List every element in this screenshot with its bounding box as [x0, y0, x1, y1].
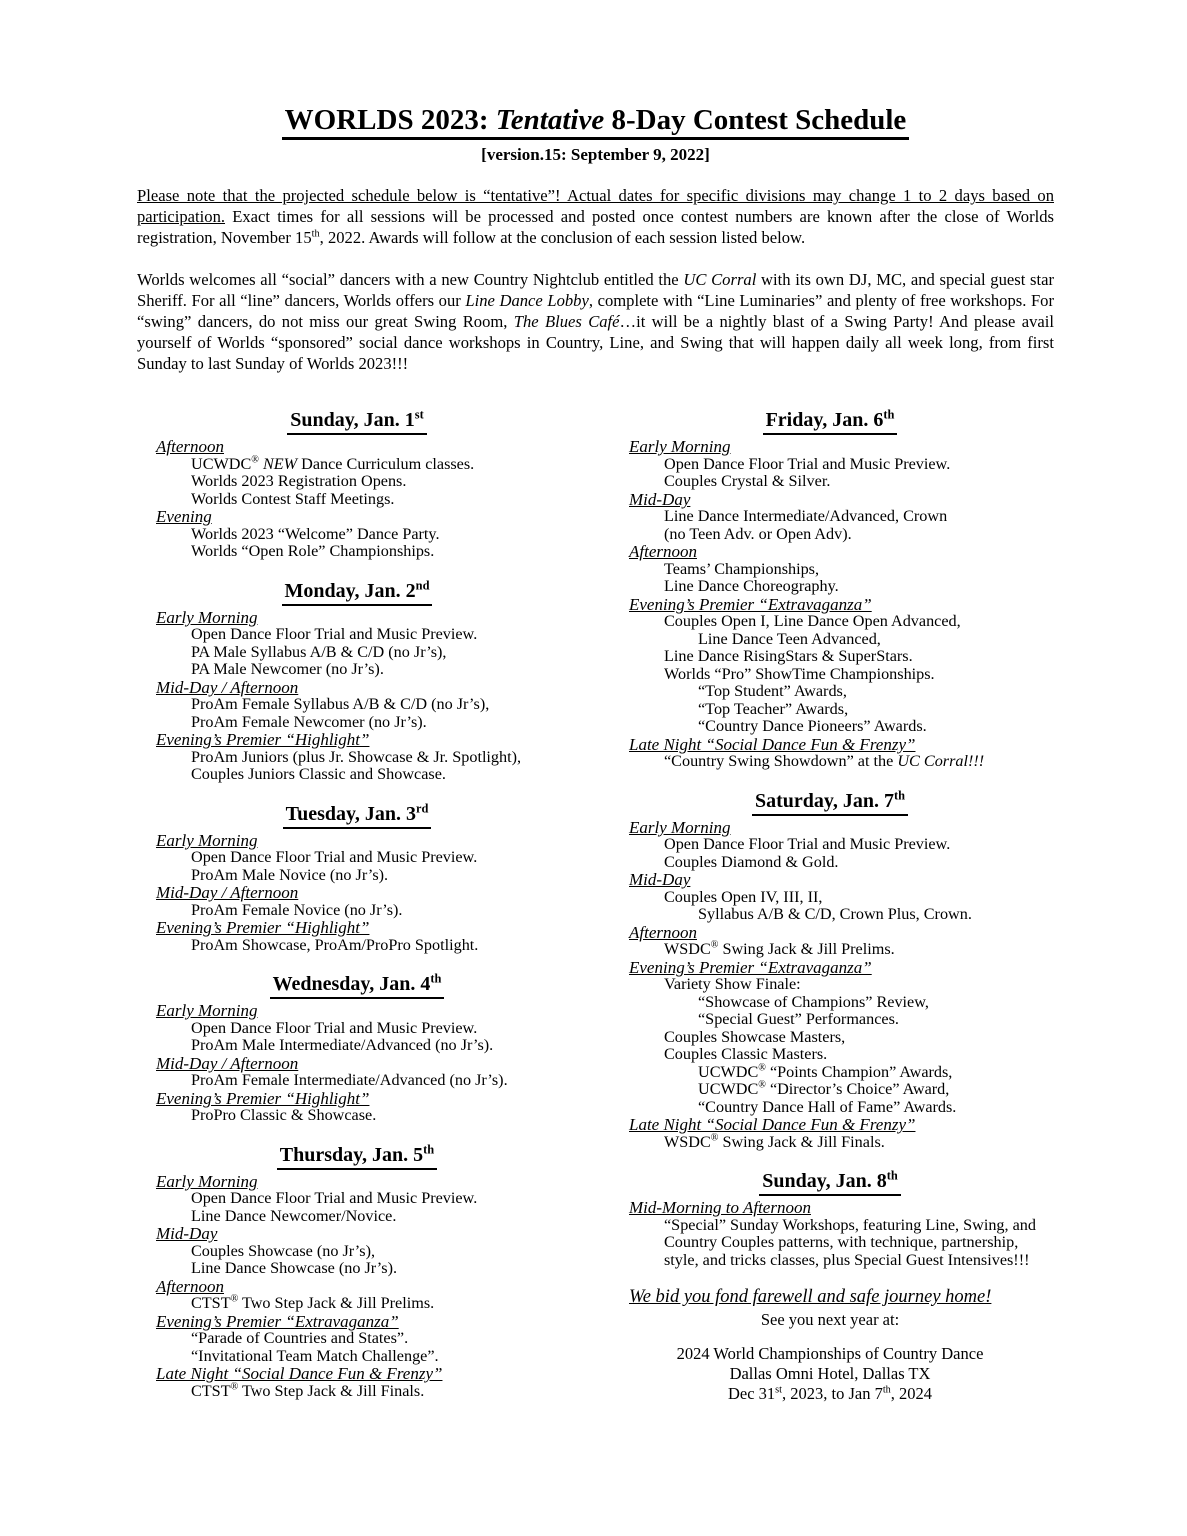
day-heading-text: Friday, Jan. 6th — [763, 408, 898, 435]
time-heading — [156, 832, 577, 850]
day-section — [137, 579, 577, 784]
schedule-item: Worlds “Open Role” Championships. — [191, 542, 435, 561]
time-heading-text: Evening — [156, 507, 212, 527]
day-section — [137, 802, 577, 955]
time-heading — [156, 1055, 577, 1073]
day-heading-text: Monday, Jan. 2nd — [282, 579, 433, 606]
time-heading-text: Early Morning — [629, 817, 731, 837]
intro-paragraph-1: Please note that the projected schedule below is “tentative”! Actual dates for specific divisions may change 1 to 2 days based on participation. Exact times for all sessions will be processed and posted once contest numbers are known after the close of Worlds registration, November 15th, 2022. Awards will follow at the conclusion of each session listed below. — [137, 186, 1054, 248]
schedule-column-left — [137, 408, 577, 1418]
schedule-item: CTST® Two Step Jack & Jill Prelims. — [191, 1294, 435, 1313]
day-heading — [137, 579, 577, 606]
intro-paragraph-2: Worlds welcomes all “social” dancers with a new Country Nightclub entitled the UC Corral with its own DJ, MC, and special guest star Sheriff. For all “line” dancers, Worlds offers our Line Dance Lobby, complete with “Line Luminaries” and plenty of free workshops. For “swing” dancers, do not miss our great Swing Room, The Blues Café…it will be a nightly blast of a Swing Party! And please avail yourself of Worlds “sponsored” social dance workshops in Country, Line, and Swing that will happen daily all week long, from first Sunday to last Sunday of Worlds 2023!!! — [137, 270, 1055, 374]
time-heading-text: Evening’s Premier “Highlight” — [156, 1088, 370, 1108]
day-section — [137, 1143, 577, 1401]
time-heading — [629, 543, 1050, 561]
time-heading — [629, 1199, 1050, 1217]
schedule-item: “Top Student” Awards, — [698, 682, 847, 701]
time-heading-text: Evening’s Premier “Extravaganza” — [156, 1311, 399, 1331]
schedule-item: “Country Dance Pioneers” Awards. — [698, 717, 927, 736]
time-heading — [629, 1116, 1050, 1134]
time-heading — [629, 871, 1050, 889]
farewell-line — [629, 1287, 1050, 1308]
schedule-item: Line Dance Choreography. — [664, 577, 839, 596]
schedule-item: Open Dance Floor Trial and Music Preview. — [191, 848, 478, 867]
day-section — [137, 972, 577, 1125]
day-heading-text: Wednesday, Jan. 4th — [270, 972, 445, 999]
schedule-item: Worlds “Pro” ShowTime Championships. — [664, 664, 935, 683]
schedule-item: ProAm Male Novice (no Jr’s). — [191, 865, 389, 884]
time-heading-text: Mid-Day / Afternoon — [156, 1053, 299, 1073]
schedule-item: Worlds 2023 Registration Opens. — [191, 472, 407, 491]
time-heading — [156, 438, 577, 456]
schedule-item: style, and tricks classes, plus Special Guest Intensives!!! — [664, 1250, 1030, 1269]
time-heading-text: Early Morning — [156, 1001, 258, 1021]
schedule-item: Open Dance Floor Trial and Music Preview. — [191, 625, 478, 644]
day-section — [610, 1169, 1050, 1269]
day-heading — [137, 972, 577, 999]
schedule-item: “Showcase of Champions” Review, — [698, 992, 929, 1011]
time-heading-text: Mid-Day / Afternoon — [156, 677, 299, 697]
schedule-item: PA Male Syllabus A/B & C/D (no Jr’s), — [191, 642, 447, 661]
footer-venue: Dallas Omni Hotel, Dallas TX — [729, 1364, 931, 1384]
time-heading — [156, 731, 577, 749]
day-heading — [610, 789, 1050, 816]
time-heading — [156, 1365, 577, 1383]
time-heading-text: Mid-Day — [629, 870, 691, 890]
intro-section — [137, 185, 1054, 374]
schedule-item: ProAm Female Newcomer (no Jr’s). — [191, 712, 427, 731]
schedule-item: Line Dance Newcomer/Novice. — [191, 1206, 397, 1225]
schedule-item: PA Male Newcomer (no Jr’s). — [191, 660, 384, 679]
day-heading — [137, 802, 577, 829]
schedule-item: Couples Open IV, III, II, — [664, 887, 823, 906]
see-you-line: See you next year at: — [760, 1310, 900, 1330]
page-title-text: WORLDS 2023: Tentative 8-Day Contest Schedule — [282, 104, 910, 140]
time-heading — [629, 596, 1050, 614]
schedule-item: Couples Juniors Classic and Showcase. — [191, 765, 446, 784]
time-heading — [629, 959, 1050, 977]
schedule-item: ProAm Male Intermediate/Advanced (no Jr’s). — [191, 1036, 494, 1055]
time-heading — [629, 491, 1050, 509]
time-heading — [156, 1313, 577, 1331]
time-heading-text: Late Night “Social Dance Fun & Frenzy” — [629, 1115, 916, 1135]
schedule-columns — [137, 408, 1054, 1418]
time-heading — [629, 438, 1050, 456]
schedule-item: “Country Swing Showdown” at the UC Corral!!! — [664, 752, 985, 771]
time-heading-text: Late Night “Social Dance Fun & Frenzy” — [156, 1364, 443, 1384]
schedule-item: ProAm Female Syllabus A/B & C/D (no Jr’s), — [191, 695, 490, 714]
time-heading — [156, 884, 577, 902]
schedule-item: Couples Open I, Line Dance Open Advanced, — [664, 612, 961, 631]
schedule-item: Couples Showcase (no Jr’s), — [191, 1241, 376, 1260]
time-heading-text: Early Morning — [156, 607, 258, 627]
schedule-item: WSDC® Swing Jack & Jill Finals. — [664, 1132, 885, 1151]
time-heading-text: Mid-Day / Afternoon — [156, 883, 299, 903]
schedule-item: UCWDC® “Director’s Choice” Award, — [698, 1080, 950, 1099]
time-heading-text: Afternoon — [156, 437, 224, 457]
schedule-item: Line Dance Intermediate/Advanced, Crown — [664, 507, 948, 526]
time-heading-text: Early Morning — [156, 1171, 258, 1191]
time-heading — [629, 736, 1050, 754]
schedule-item: WSDC® Swing Jack & Jill Prelims. — [664, 940, 895, 959]
schedule-item: Syllabus A/B & C/D, Crown Plus, Crown. — [698, 905, 972, 924]
time-heading — [629, 819, 1050, 837]
time-heading-text: Mid-Day — [156, 1224, 218, 1244]
schedule-item: Teams’ Championships, — [664, 559, 820, 578]
schedule-item: ProAm Juniors (plus Jr. Showcase & Jr. Spotlight), — [191, 747, 522, 766]
time-heading-text: Afternoon — [629, 922, 697, 942]
time-heading-text: Mid-Day — [629, 489, 691, 509]
day-section — [610, 789, 1050, 1152]
schedule-item: “Parade of Countries and States”. — [191, 1329, 409, 1348]
schedule-item: Open Dance Floor Trial and Music Preview. — [664, 835, 951, 854]
farewell-text: We bid you fond farewell and safe journey home! — [629, 1287, 992, 1308]
schedule-item: “Special Guest” Performances. — [698, 1010, 899, 1029]
time-heading-text: Evening’s Premier “Highlight” — [156, 730, 370, 750]
time-heading-text: Mid-Morning to Afternoon — [629, 1198, 811, 1218]
footer-dates: Dec 31st, 2023, to Jan 7th, 2024 — [727, 1384, 933, 1404]
day-heading-text: Tuesday, Jan. 3rd — [283, 802, 432, 829]
schedule-item: Line Dance Teen Advanced, — [698, 629, 881, 648]
schedule-item: Line Dance Showcase (no Jr’s). — [191, 1259, 398, 1278]
schedule-item: Variety Show Finale: — [664, 975, 801, 994]
schedule-item: Open Dance Floor Trial and Music Preview. — [664, 454, 951, 473]
schedule-item: Couples Diamond & Gold. — [664, 852, 839, 871]
day-heading — [137, 408, 577, 435]
schedule-item: Couples Classic Masters. — [664, 1045, 828, 1064]
schedule-item: “Special” Sunday Workshops, featuring Line, Swing, and — [664, 1215, 1036, 1234]
time-heading-text: Early Morning — [629, 437, 731, 457]
time-heading — [156, 919, 577, 937]
time-heading-text: Late Night “Social Dance Fun & Frenzy” — [629, 734, 916, 754]
day-heading — [610, 1169, 1050, 1196]
schedule-item: Worlds 2023 “Welcome” Dance Party. — [191, 524, 440, 543]
schedule-column-right-days — [610, 408, 1050, 1269]
schedule-item: UCWDC® “Points Champion” Awards, — [698, 1062, 953, 1081]
schedule-item: Country Couples patterns, with technique, partnership, — [664, 1233, 1019, 1252]
day-heading-text: Sunday, Jan. 8th — [759, 1169, 901, 1196]
time-heading — [156, 1173, 577, 1191]
schedule-item: “Top Teacher” Awards, — [698, 699, 849, 718]
time-heading-text: Early Morning — [156, 830, 258, 850]
day-heading — [610, 408, 1050, 435]
day-heading-text: Saturday, Jan. 7th — [752, 789, 908, 816]
version-line: [version.15: September 9, 2022] — [481, 145, 710, 165]
schedule-item: Open Dance Floor Trial and Music Preview. — [191, 1018, 478, 1037]
time-heading-text: Evening’s Premier “Highlight” — [156, 918, 370, 938]
schedule-item: Couples Showcase Masters, — [664, 1027, 846, 1046]
time-heading — [629, 924, 1050, 942]
time-heading — [156, 679, 577, 697]
day-heading — [137, 1143, 577, 1170]
day-heading-text: Sunday, Jan. 1st — [287, 408, 426, 435]
schedule-item: UCWDC® NEW Dance Curriculum classes. — [191, 454, 475, 473]
time-heading-text: Evening’s Premier “Extravaganza” — [629, 957, 872, 977]
time-heading-text: Afternoon — [629, 542, 697, 562]
schedule-item: Line Dance RisingStars & SuperStars. — [664, 647, 913, 666]
schedule-item: ProAm Showcase, ProAm/ProPro Spotlight. — [191, 935, 479, 954]
day-heading-text: Thursday, Jan. 5th — [277, 1143, 437, 1170]
time-heading — [156, 1090, 577, 1108]
schedule-item: Couples Crystal & Silver. — [664, 472, 831, 491]
schedule-item: (no Teen Adv. or Open Adv). — [664, 524, 852, 543]
day-section — [137, 408, 577, 561]
footer-event-name: 2024 World Championships of Country Dance — [676, 1344, 984, 1364]
time-heading — [156, 1002, 577, 1020]
time-heading-text: Afternoon — [156, 1276, 224, 1296]
time-heading-text: Evening’s Premier “Extravaganza” — [629, 594, 872, 614]
schedule-item: ProPro Classic & Showcase. — [191, 1106, 377, 1125]
schedule-item: ProAm Female Intermediate/Advanced (no Jr’s). — [191, 1071, 508, 1090]
schedule-item: “Country Dance Hall of Fame” Awards. — [698, 1097, 957, 1116]
day-section — [610, 408, 1050, 771]
schedule-column-right — [610, 408, 1050, 1418]
schedule-item: CTST® Two Step Jack & Jill Finals. — [191, 1381, 425, 1400]
page-title — [137, 104, 1054, 140]
time-heading — [156, 1225, 577, 1243]
schedule-item: “Invitational Team Match Challenge”. — [191, 1346, 439, 1365]
schedule-item: Worlds Contest Staff Meetings. — [191, 489, 395, 508]
schedule-item: Open Dance Floor Trial and Music Preview. — [191, 1189, 478, 1208]
time-heading — [156, 609, 577, 627]
footer-block — [610, 1344, 1050, 1404]
time-heading — [156, 1278, 577, 1296]
schedule-item: ProAm Female Novice (no Jr’s). — [191, 900, 403, 919]
time-heading — [156, 508, 577, 526]
